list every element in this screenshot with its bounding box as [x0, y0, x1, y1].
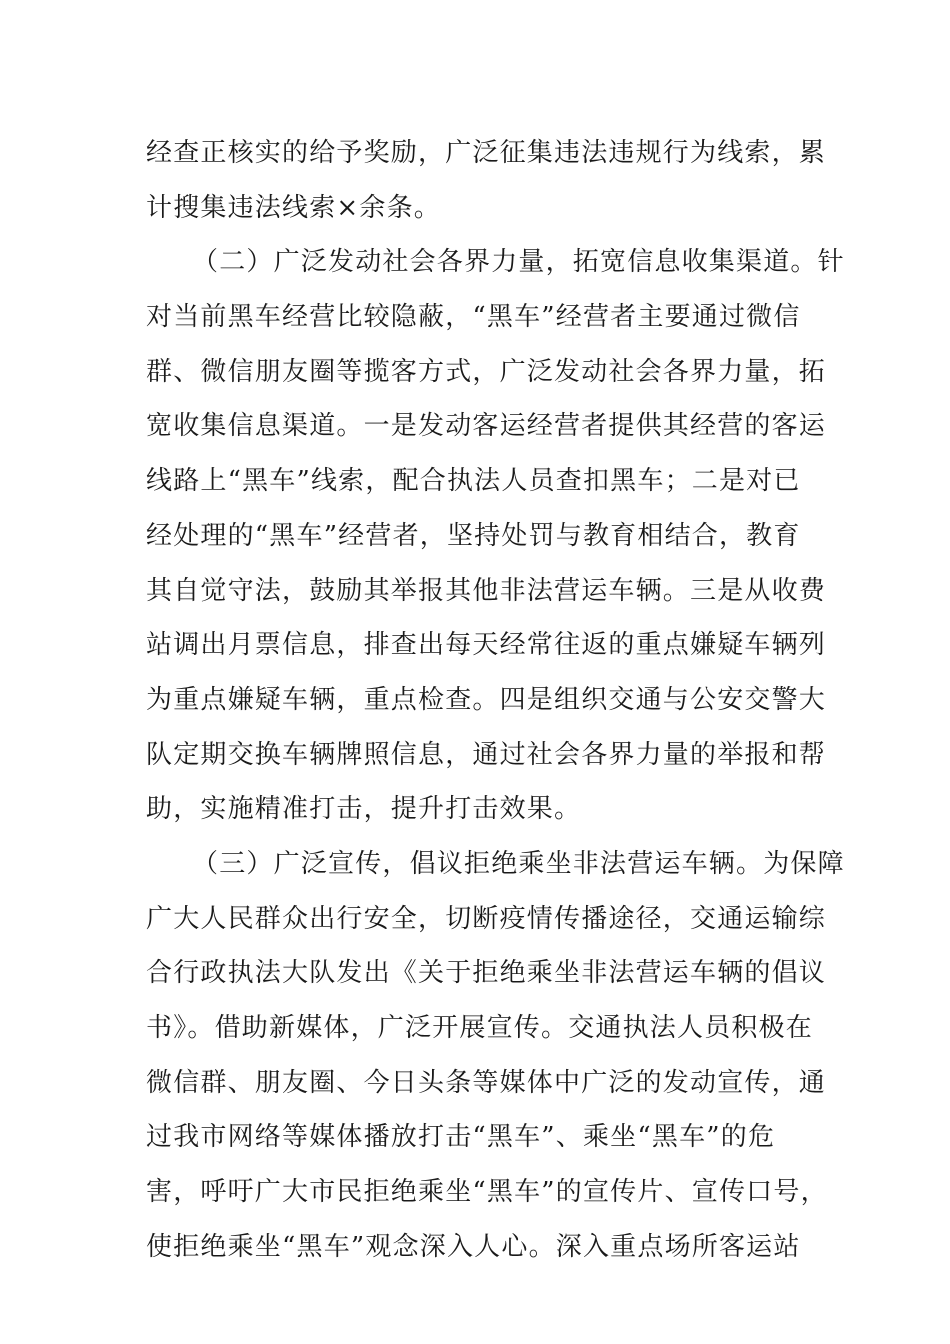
text-line: 对当前黑车经营比较隐蔽，“黑车”经营者主要通过微信 [146, 302, 801, 333]
text-line: 队定期交换车辆牌照信息，通过社会各界力量的举报和帮 [146, 739, 827, 770]
text-line: 宽收集信息渠道。一是发动客运经营者提供其经营的客运 [146, 411, 827, 442]
text-line: 微信群、朋友圈、今日头条等媒体中广泛的发动宣传，通 [146, 1067, 827, 1098]
text-line: 书》。借助新媒体，广泛开展宣传。交通执法人员积极在 [146, 1013, 814, 1043]
section-heading-line: （二）广泛发动社会各界力量，拓宽信息收集渠道。针 [192, 247, 845, 278]
body-text [146, 126, 845, 1274]
text-line: 助，实施精准打击，提升打击效果。 [146, 794, 582, 825]
text-line: 群、微信朋友圈等揽客方式，广泛发动社会各界力量，拓 [146, 356, 827, 387]
text-line: 害，呼吁广大市民拒绝乘坐“黑车”的宣传片、宣传口号， [146, 1177, 828, 1208]
text-line: 其自觉守法，鼓励其举报其他非法营运车辆。三是从收费 [146, 575, 827, 606]
text-line: 站调出月票信息，排查出每天经常往返的重点嫌疑车辆列 [146, 630, 827, 661]
text-line: 使拒绝乘坐“黑车”观念深入人心。深入重点场所客运站 [146, 1231, 801, 1262]
text-line: 线路上“黑车”线索，配合执法人员查扣黑车；二是对已 [146, 466, 801, 497]
text-line: 广大人民群众出行安全，切断疫情传播途径，交通运输综 [146, 903, 827, 934]
text-line: 过我市网络等媒体播放打击“黑车”、乘坐“黑车”的危 [146, 1122, 776, 1153]
section-heading-line: （三）广泛宣传，倡议拒绝乘坐非法营运车辆。为保障 [192, 848, 845, 879]
text-line: 经查正核实的给予奖励，广泛征集违法违规行为线索，累 [146, 138, 827, 168]
text-line: 合行政执法大队发出《关于拒绝乘坐非法营运车辆的倡议 [146, 958, 827, 989]
text-line: 为重点嫌疑车辆，重点检查。四是组织交通与公安交警大 [146, 684, 827, 715]
text-line: 计搜集违法线索×余条。 [146, 192, 441, 223]
text-line: 经处理的“黑车”经营者，坚持处罚与教育相结合，教育 [146, 520, 801, 551]
